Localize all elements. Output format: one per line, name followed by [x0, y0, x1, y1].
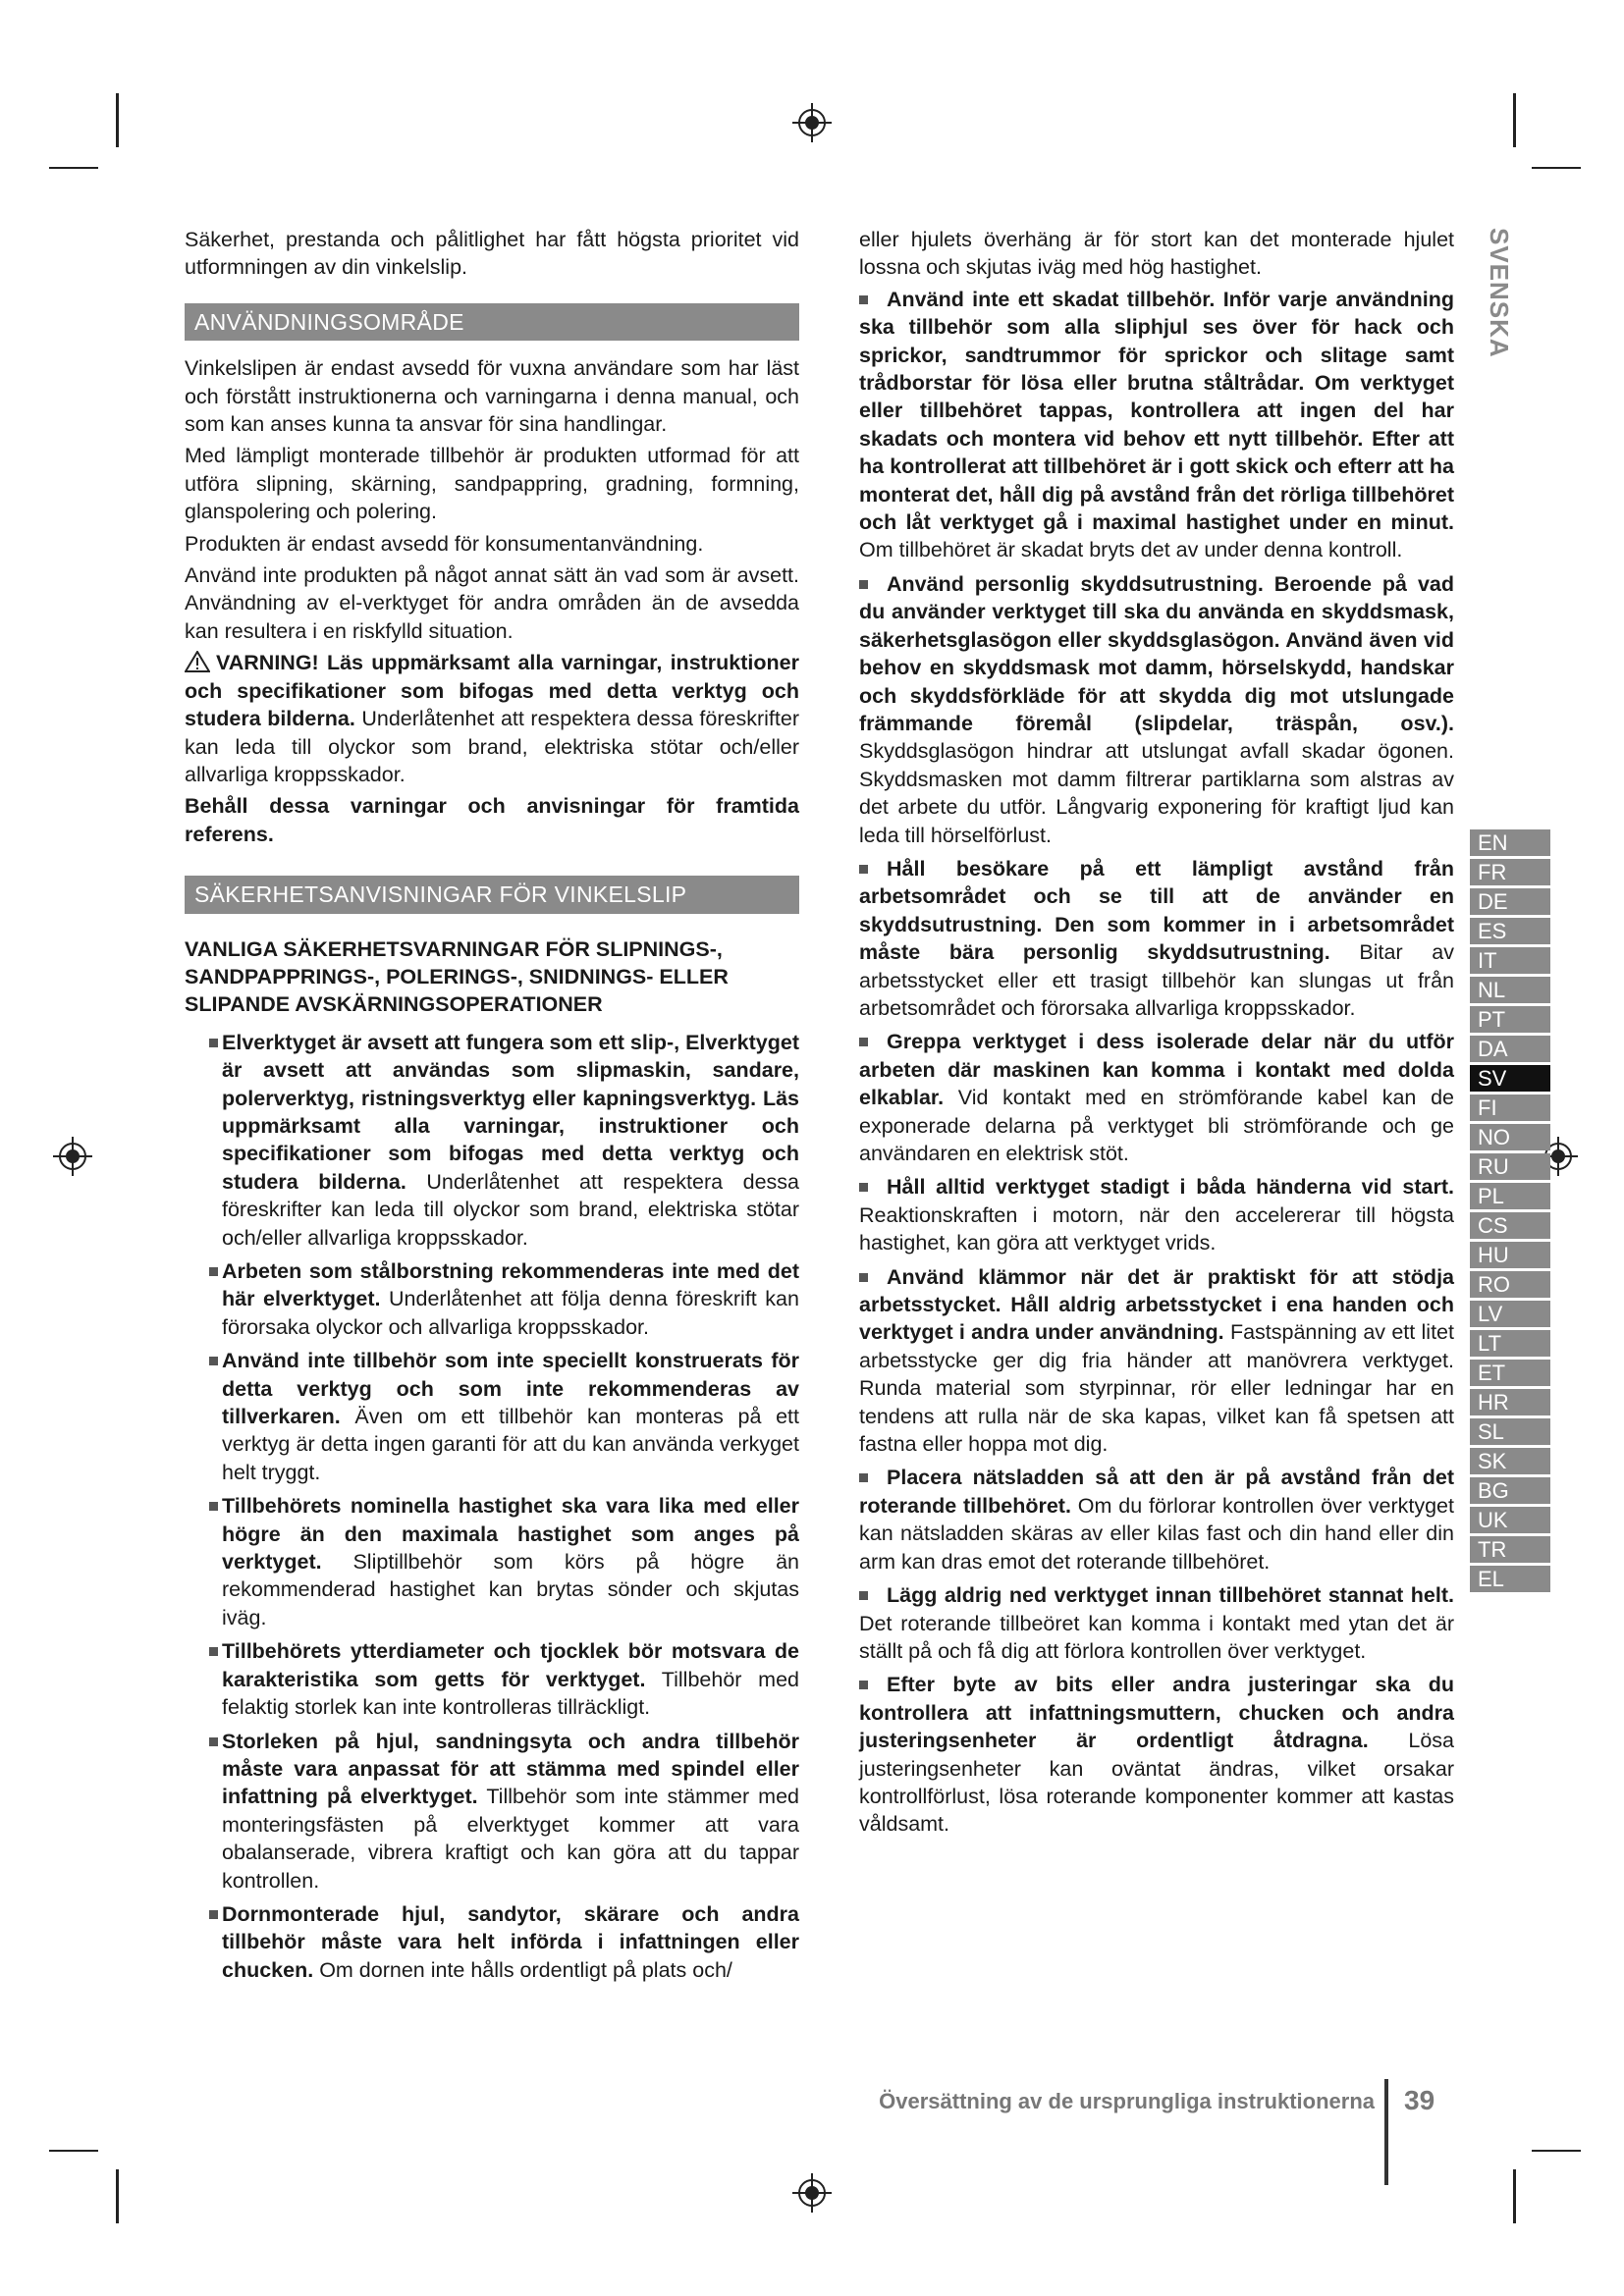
language-tabs: [1470, 829, 1550, 1595]
bullet-icon: [209, 1647, 218, 1656]
list-item: [859, 1581, 1454, 1665]
bullet-text: Det roterande tillbeöret kan komma i kontakt med ytan det är ställt på och få dig att förlora kontrollen över verktyget.: [859, 1611, 1454, 1663]
language-tab-de[interactable]: DE: [1470, 888, 1550, 915]
bullet-text: Vid kontakt med en strömförande kabel kan de exponerade delarna på verktyget bli strömförande och ge användaren en elektrisk stöt.: [859, 1086, 1454, 1165]
bullet-bold: Använd klämmor när det är praktiskt för att stödja arbetsstycket. Håll aldrig arbetsstycket i ena handen och verktyget i andra under användning.: [859, 1264, 1454, 1345]
bullet-bold: Storleken på hjul, sandningsyta och andra tillbehör måste vara anpassat för att stämma med spindel eller infattning på elverktyget.: [222, 1729, 799, 1809]
crop-mark: [49, 167, 98, 169]
bullet-bold: Elverktyget är avsett att fungera som ett slip-, Elverktyget är avsett att användas som slipmaskin, sandare, polerverktyg, ristningsverktyg eller kapningsverktyg. Läs uppmärksamt alla varningar, instruktioner och specifikationer som bifogas med detta verktyg och studera bilderna.: [222, 1030, 799, 1194]
safety-list-left: [185, 1029, 799, 1984]
bullet-bold: Håll besökare på ett lämpligt avstånd från arbetsområdet och se till att de använder en skyddsutrustning. Den som kommer in i arbetsområdet måste bära personlig skyddsutrustning.: [859, 856, 1454, 965]
warning-bold: VARNING! Läs uppmärksamt alla varningar, instruktioner och specifikationer som bifogas med detta verktyg och studera bilderna.: [185, 651, 799, 731]
bullet-text: Bitar av arbetsstycket eller ett trasigt tillbehör kan slungas ut från arbetsområdet och förorsaka allvarliga kroppsskador.: [859, 940, 1454, 1020]
usage-paragraph: Vinkelslipen är endast avsedd för vuxna användare som har läst och förstått instruktionerna och varningarna i denna manual, och som kan anses kunna ta ansvar för sina handlingar.: [185, 356, 799, 437]
bullet-text: Tillbehör som inte stämmer med monteringsfästen på elverktyget kommer att vara obalanserade, vibrera kraftigt och kan göra att du tappar kontrollen.: [222, 1785, 799, 1893]
bullet-icon: [209, 1502, 218, 1511]
list-item: [859, 286, 1454, 564]
bullet-text: Skyddsglasögon hindrar att utslungat avfall skadar ögonen. Skyddsmasken mot damm filtrerar partiklarna som alstras av det arbete du utför. Långvarig exponering för kraftigt ljud kan leda till hörselförlust.: [859, 739, 1454, 847]
bullet-icon: [859, 1681, 868, 1689]
usage-paragraph: Använd inte produkten på något annat sätt än vad som är avsett. Användning av el-verktyget för andra områden än de avsedda kan resultera i en riskfylld situation.: [185, 563, 799, 643]
continuation-paragraph: eller hjulets överhäng är för stort kan det monterade hjulet lossna och skjutas iväg med hög hastighet.: [859, 228, 1454, 280]
bullet-icon: [209, 1267, 218, 1276]
bullet-bold: Använd inte ett skadat tillbehör. Inför varje användning ska tillbehör som alla sliphjul ses över för hack och sprickor, sandtrummor för sprickor och slitage samt trådborstar för lösa eller brutna ståltrådar. Om verktyget eller tillbehöret tappas, kontrollera att ingen del har skadats och montera vid behov ett nytt tillbehör. Efter att ha kontrollerat att tillbehöret är i gott skick och efterr att ha monterat det, håll dig på avstånd från det rörliga tillbehöret och låt verktyget gå i maximal hastighet under en minut.: [859, 287, 1454, 535]
bullet-icon: [209, 1039, 218, 1047]
list-item: [185, 1900, 799, 1984]
bullet-icon: [859, 1183, 868, 1192]
list-item: [859, 1173, 1454, 1256]
bullet-icon: [209, 1357, 218, 1365]
bullet-icon: [859, 1473, 868, 1482]
bullet-text: Om tillbehöret är skadat bryts det av under denna kontroll.: [859, 538, 1403, 562]
bullet-icon: [859, 1591, 868, 1600]
language-tab-uk[interactable]: UK: [1470, 1507, 1550, 1533]
list-item: [859, 1464, 1454, 1575]
bullet-text: Fastspänning av ett litet arbetsstycke ger dig fria händer att manövrera verktyget. Runda material som styrpinnar, rör eller ledningar har en tendens att rulla när de ska kapas, vilket kan få spetsen att fastna eller hoppa mot dig.: [859, 1320, 1454, 1457]
language-tab-da[interactable]: DA: [1470, 1036, 1550, 1062]
page-number: 39: [1404, 2085, 1435, 2115]
bullet-text: Lösa justeringsenheter kan oväntat ändras, vilket orsakar kontrollförlust, lösa roterande komponenter kommer att kastas våldsamt.: [859, 1729, 1454, 1837]
bullet-icon: [859, 1038, 868, 1046]
bullet-text: Underlåtenhet att respektera dessa föreskrifter kan leda till olyckor som brand, elektriska stötar och/eller allvarliga kroppsskador.: [222, 1169, 799, 1250]
warning-triangle-icon: [185, 651, 210, 672]
crop-mark: [1532, 167, 1581, 169]
bullet-icon: [859, 865, 868, 874]
sub-heading: VANLIGA SÄKERHETSVARNINGAR FÖR SLIPNINGS-, SANDPAPPRINGS-, POLERINGS-, SNIDNINGS- ELLER SLIPANDE AVSKÄRNINGSOPERATIONER: [185, 936, 729, 1017]
language-tab-nl[interactable]: NL: [1470, 977, 1550, 1003]
bullet-bold: Håll alltid verktyget stadigt i båda händerna vid start.: [887, 1175, 1454, 1200]
usage-paragraph: Produkten är endast avsedd för konsumentanvändning.: [185, 531, 704, 556]
bullet-bold: Tillbehörets nominella hastighet ska vara lika med eller högre än den maximala hastighet som anges på verktyget.: [222, 1494, 799, 1575]
list-item: [185, 1728, 799, 1895]
warning-text: Underlåtenhet att respektera dessa föreskrifter kan leda till olyckor som brand, elektriska stötar och/eller allvarliga kroppsskador.: [185, 707, 799, 786]
language-tab-hu[interactable]: HU: [1470, 1242, 1550, 1268]
bullet-icon: [209, 1910, 218, 1919]
language-tab-hr[interactable]: HR: [1470, 1389, 1550, 1415]
usage-paragraph: Med lämpligt monterade tillbehör är produkten utformad för att utföra slipning, skärning, sandpappring, gradning, formning, glanspolering och polering.: [185, 444, 799, 524]
registration-mark-icon: [790, 2171, 834, 2215]
language-tab-pt[interactable]: PT: [1470, 1006, 1550, 1033]
bullet-bold: Lägg aldrig ned verktyget innan tillbehöret stannat helt.: [887, 1583, 1454, 1608]
keep-instructions: [185, 792, 799, 848]
footer-divider: [1384, 2079, 1388, 2185]
bullet-text: Tillbehör med felaktig storlek kan inte kontrolleras tillräckligt.: [222, 1667, 799, 1720]
crop-mark: [116, 2169, 119, 2223]
bullet-icon: [209, 1737, 218, 1746]
bullet-text: Reaktionskraften i motorn, när den accelererar till högsta hastighet, kan göra att verktyget vrids.: [859, 1202, 1454, 1255]
bullet-icon: [859, 295, 868, 304]
list-item: [859, 855, 1454, 1022]
bullet-text: Underlåtenhet att följa denna föreskrift kan förorsaka olyckor och allvarliga kroppsskador.: [222, 1287, 799, 1339]
bullet-bold: Efter byte av bits eller andra justeringar ska du kontrollera att infattningsmuttern, chucken och andra justeringsenheter är ordentligt åtdragna.: [859, 1673, 1454, 1753]
bullet-icon: [859, 1273, 868, 1282]
bullet-bold: Arbeten som stålborstning rekommenderas inte med det här elverktyget.: [222, 1259, 799, 1311]
bullet-bold: Använd personlig skyddsutrustning. Beroende på vad du använder verktyget till ska du använda en skyddsmask, säkerhetsglasögon eller skyddsglasögon. Använd även vid behov en skyddsmask mot damm, hörselskydd, handskar och skyddsförkläde för att skydda dig mot utslungade främmande föremål (slipdelar, träspån, osv.).: [859, 571, 1454, 735]
bullet-bold: Placera nätsladden så att den är på avstånd från det roterande tillbehöret.: [859, 1466, 1454, 1518]
language-tab-no[interactable]: NO: [1470, 1124, 1550, 1150]
crop-mark: [49, 2150, 98, 2152]
language-tab-fi[interactable]: FI: [1470, 1095, 1550, 1121]
language-tab-lv[interactable]: LV: [1470, 1301, 1550, 1327]
list-item: [185, 1637, 799, 1721]
language-tab-sl[interactable]: SL: [1470, 1418, 1550, 1445]
language-tab-es[interactable]: ES: [1470, 918, 1550, 944]
bullet-text: Även om ett tillbehör kan monteras på ett verktyg är detta ingen garanti för att du kan använda verkyget helt tryggt.: [222, 1405, 799, 1484]
section-heading-safety: SÄKERHETSANVISNINGAR FÖR VINKELSLIP: [185, 876, 799, 913]
right-column: [859, 226, 1454, 1844]
bullet-text: Sliptillbehör som körs på högre än rekommenderad hastighet kan brytas sönder och skjutas iväg.: [222, 1550, 799, 1629]
registration-mark-icon: [790, 101, 834, 144]
language-tab-et[interactable]: ET: [1470, 1360, 1550, 1386]
warning-paragraph: [185, 649, 799, 788]
language-tab-el[interactable]: EL: [1470, 1566, 1550, 1592]
language-tab-sv[interactable]: SV: [1470, 1065, 1550, 1092]
language-tab-pl[interactable]: PL: [1470, 1183, 1550, 1209]
section-heading-usage: ANVÄNDNINGSOMRÅDE: [185, 303, 799, 341]
bullet-text: Om du förlorar kontrollen över verktyget kan nätsladden skäras av eller kilas fast och din hand eller din arm kan dras emot det roterande tillbehöret.: [859, 1493, 1454, 1574]
list-item: [185, 1029, 799, 1252]
language-tab-ro[interactable]: RO: [1470, 1271, 1550, 1298]
language-tab-fr[interactable]: FR: [1470, 859, 1550, 885]
language-tab-sk[interactable]: SK: [1470, 1448, 1550, 1474]
list-item: [185, 1492, 799, 1631]
list-item: [185, 1347, 799, 1486]
list-item: [859, 1263, 1454, 1459]
language-tab-en[interactable]: EN: [1470, 829, 1550, 856]
language-tab-tr[interactable]: TR: [1470, 1536, 1550, 1563]
crop-mark: [1513, 2169, 1516, 2223]
registration-mark-icon: [51, 1135, 94, 1178]
list-item: [859, 1671, 1454, 1838]
bullet-text: Om dornen inte hålls ordentligt på plats och/: [319, 1957, 732, 1982]
keep-instructions-text: Behåll dessa varningar och anvisningar för framtida referens.: [185, 794, 799, 846]
intro-paragraph: Säkerhet, prestanda och pålitlighet har fått högsta prioritet vid utformningen av din vinkelslip.: [185, 228, 799, 280]
list-item: [185, 1257, 799, 1341]
list-item: [859, 570, 1454, 849]
bullet-icon: [859, 580, 868, 589]
list-item: [859, 1028, 1454, 1167]
language-tab-cs[interactable]: CS: [1470, 1212, 1550, 1239]
language-tab-lt[interactable]: LT: [1470, 1330, 1550, 1357]
left-column: [185, 226, 799, 1990]
bullet-bold: Tillbehörets ytterdiameter och tjocklek bör motsvara de karakteristika som getts för verktyget.: [222, 1639, 799, 1691]
footer-text: Översättning av de ursprungliga instruktionerna: [879, 2089, 1375, 2113]
language-tab-bg[interactable]: BG: [1470, 1477, 1550, 1504]
language-side-label: SVENSKA: [1485, 228, 1514, 358]
bullet-bold: Dornmonterade hjul, sandytor, skärare och andra tillbehör måste vara helt införda i infattningen eller chucken.: [222, 1901, 799, 1982]
language-tab-ru[interactable]: RU: [1470, 1153, 1550, 1180]
bullet-bold: Använd inte tillbehör som inte speciellt konstruerats för detta verktyg och som inte rekommenderas av tillverkaren.: [222, 1349, 799, 1429]
language-tab-it[interactable]: IT: [1470, 947, 1550, 974]
crop-mark: [1532, 2150, 1581, 2152]
crop-mark: [1513, 93, 1516, 147]
bullet-bold: Greppa verktyget i dess isolerade delar när du utför arbeten där maskinen kan komma i kontakt med dolda elkablar.: [859, 1030, 1454, 1110]
safety-list-right: [859, 286, 1454, 1839]
crop-mark: [116, 93, 119, 147]
